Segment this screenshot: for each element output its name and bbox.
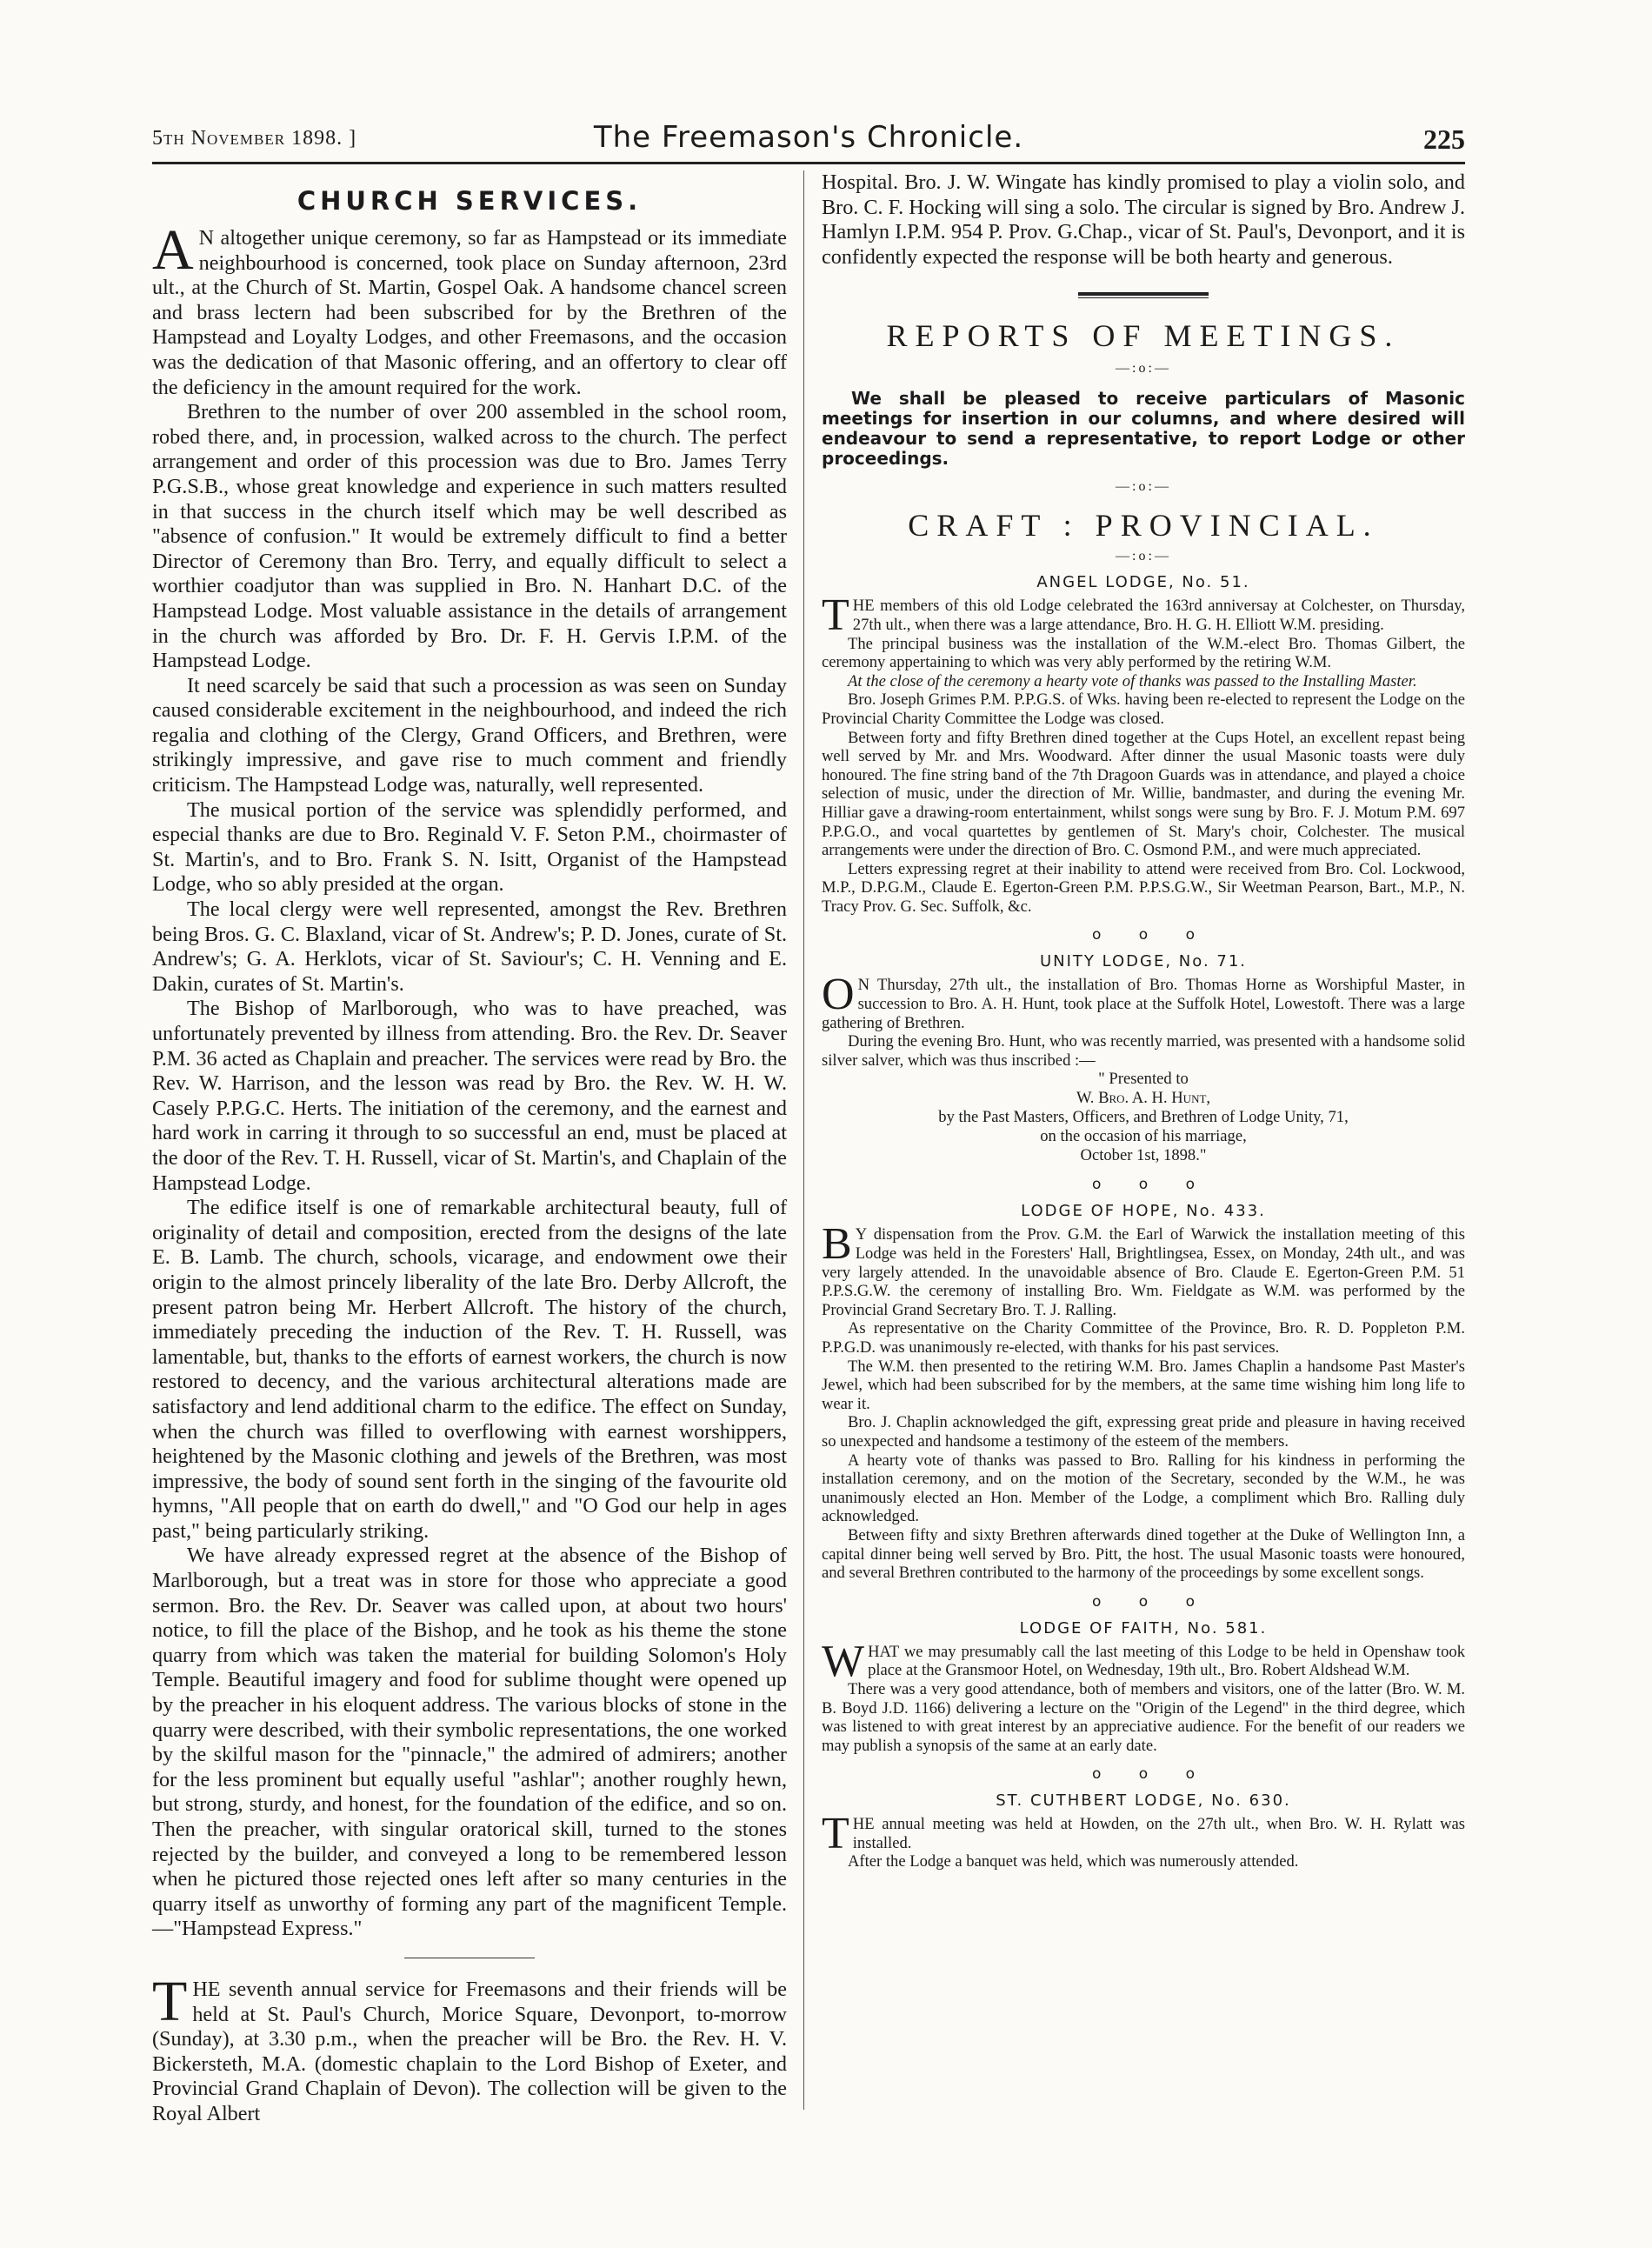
report-paragraph: The W.M. then presented to the retiring W.M. Bro. James Chaplin a handsome Past Master's Jewel, which had been subscribed for by the members, at the same time wishing him long life to wear it. [822,1357,1465,1413]
issue-date: 5th November 1898. ] [152,127,357,150]
ornament: —:o:— [1116,361,1171,377]
article-paragraph: The edifice itself is one of remarkable architectural beauty, full of originality of detail and composition, erected from the designs of the late E. B. Lamb. The church, schools, vicarage, and endowment owe their origin to the almost princely liberality of the late Bro. Derby Allcroft, the present patron being Mr. Herbert Allcroft. The history of the church, immediately preceding the induction of the Rev. T. H. Russell, was lamentable, but, thanks to the efforts of earnest workers, the church is now restored to decency, and the various architectural alterations made are satisfactory and lend additional charm to the edifice. The effect on Sunday, when the church was filled to overflowing with earnest worshippers, heightened by the Masonic clothing and jewels of the Brethren, was most impressive, the body of sound sent forth in the singing of the favourite old hymns, "All people that on earth do dwell," and "O God our help in ages past," being particularly striking. [152,1196,787,1543]
lodge-title: LODGE OF HOPE, No. 433. [1021,1202,1266,1221]
drop-cap: T [822,1809,849,1859]
masthead-title: The Freemason's Chronicle. [593,120,1024,155]
drop-cap: T [152,1969,188,2033]
article-paragraph: THE seventh annual service for Freemasons and their friends will be held at St. Paul's Church, Morice Square, Devonport, to-morrow (Sunday), at 3.30 p.m., when the preacher will be Bro. the Rev. H. V. Bickersteth, M.A. (domestic chaplain to the Lord Bishop of Exeter, and Provincial Grand Chaplain of Devon). The collection will be given to the Royal Albert [152,1969,787,2125]
section-dots: o o o [1091,1765,1195,1784]
drop-cap: A [152,218,194,282]
right-column [822,170,1465,1871]
article-paragraph: The musical portion of the service was splendidly performed, and especial thanks are due to Bro. Reginald V. F. Seton P.M., choirmaster of St. Martin's, and to Bro. Frank S. N. Isitt, Organist of the Hampstead Lodge, who so ably presided at the organ. [152,797,787,897]
inscription-line: " Presented to [1098,1070,1189,1089]
drop-cap: O [822,970,855,1020]
lodge-title: UNITY LODGE, No. 71. [1039,952,1248,971]
report-paragraph: There was a very good attendance, both of members and visitors, one of the latter (Bro. W. M. B. Boyd J.D. 1166) delivering a lecture on the "Origin of the Legend" in the third degree, which was listened to with great interest by an appreciative audience. For the benefit of our readers we may publish a synopsis of the same at an early date. [822,1679,1465,1755]
report-paragraph: At the close of the ceremony a hearty vote of thanks was passed to the Installing Master. [848,671,1417,690]
page-header [152,120,1465,160]
report-paragraph: As representative on the Charity Committee of the Province, Bro. R. D. Poppleton P.M. P.P.G.D. was unanimously re-elected, with thanks for his past services. [822,1319,1465,1357]
report-paragraph: Letters expressing regret at their inability to attend were received from Bro. Col. Lockwood, M.P., D.P.G.M., Claude E. Egerton-Green P.M. P.P.S.G.W., Sir Weetman Pearson, Bart., M.P., N. Tracy Prov. G. Sec. Suffolk, &c. [822,859,1465,916]
left-column [152,170,787,2127]
craft-provincial-heading: CRAFT : PROVINCIAL. [908,508,1379,544]
inscription-line: by the Past Masters, Officers, and Brethren of Lodge Unity, 71, [938,1108,1349,1127]
column-divider [803,170,804,2110]
inscription-line: October 1st, 1898." [1080,1146,1207,1165]
church-services-heading: CHURCH SERVICES. [296,186,643,216]
article-paragraph: A N altogether unique ceremony, so far as Hampstead or its immediate neighbourhood is concerned, took place on Sunday afternoon, 23rd ult., at the Church of St. Martin, Gospel Oak. A handsome chancel screen and brass lectern had been subscribed for by the Brethren of the Hampstead and Loyalty Lodges, and other Freemasons, and the occasion was the dedication of that Masonic offering, and an offertory to clear off the deficiency in the amount required for the work. [152,218,787,399]
page-number: 225 [1423,123,1465,155]
drop-cap: B [822,1219,852,1270]
section-double-rule [1078,292,1209,298]
report-paragraph: B Y dispensation from the Prov. G.M. the Earl of Warwick the installation meeting of this Lodge was held in the Foresters' Hall, Brightlingsea, Essex, on Monday, 24th ult., and was very largely attended. In the unavoidable absence of Bro. Claude E. Egerton-Green P.M. 51 P.P.S.G.W. the ceremony of installing Bro. Wm. Fieldgate as W.M. was performed by the Provincial Grand Secretary Bro. T. J. Ralling. [822,1219,1465,1319]
inscription-line: on the occasion of his marriage, [1040,1127,1247,1146]
lodge-title: ANGEL LODGE, No. 51. [1036,573,1250,592]
drop-cap: W [822,1636,865,1686]
report-paragraph: O N Thursday, 27th ult., the installation of Bro. Thomas Horne as Worshipful Master, in succession to Bro. A. H. Hunt, took place at the Suffolk Hotel, Lowestoft. There was a large gathering of Brethren. [822,970,1465,1032]
article-paragraph: Brethren to the number of over 200 assembled in the school room, robed there, and, in procession, walked across to the church. The perfect arrangement and order of this procession was due to Bro. James Terry P.G.S.B., whose great knowledge and experience in such matters resulted in that success in the church itself which may be well described as "absence of confusion." It would be extremely difficult to find a better Director of Ceremony than Bro. Terry, and equally difficult to select a worthier coadjutor than was supplied in Bro. N. Hanhart D.C. of the Hampstead Lodge. Most valuable assistance in the details of arrangement in the church was afforded by Bro. Dr. F. H. Gervis I.P.M. of the Hampstead Lodge. [152,400,787,673]
section-dots: o o o [1091,1592,1195,1611]
section-dots: o o o [1091,926,1195,944]
report-paragraph: A hearty vote of thanks was passed to Bro. Ralling for his kindness in performing the installation ceremony, and on the motion of the Secretary, seconded by the W.M., he was unanimously elected an Hon. Member of the Lodge, a compliment which Bro. Ralling duly acknowledged. [822,1451,1465,1526]
article-paragraph: The local clergy were well represented, amongst the Rev. Brethren being Bros. G. C. Blaxland, vicar of St. Andrew's; P. D. Jones, curate of St. Andrew's; G. A. Herklots, vicar of St. Saviour's; C. H. Venning and E. Dakin, curates of St. Martin's. [152,897,787,996]
report-paragraph: Between forty and fifty Brethren dined together at the Cups Hotel, an excellent repast being well served by Mr. and Mrs. Woodward. After dinner the usual Masonic toasts were duly honoured. The fine string band of the 7th Dragoon Guards was in attendance, and played a choice selection of music, under the direction of Mr. Willie, bandmaster, and during the evening Mr. Hilliar gave a drawing-room entertainment, whilst songs were sung by Bro. F. J. Motum P.M. 697 P.P.G.O., and vocal quartettes by gentlemen of St. Mary's choir, Colchester. The musical arrangements were under the direction of Bro. C. Osmond P.M., and were much appreciated. [822,728,1465,860]
ornament: —:o:— [1116,549,1171,564]
report-paragraph: The principal business was the installation of the W.M.-elect Bro. Thomas Gilbert, the ceremony appertaining to which was very ably performed by the retiring W.M. [822,634,1465,672]
report-paragraph: WHAT we may presumably call the last meeting of this Lodge to be held in Openshaw took place at the Gransmoor Hotel, on Wednesday, 19th ult., Bro. Robert Aldshead W.M. [822,1636,1465,1686]
article-paragraph: The Bishop of Marlborough, who was to have preached, was unfortunately prevented by illness from attending. Bro. the Rev. Dr. Seaver P.M. 36 acted as Chaplain and preacher. The services were read by Bro. the Rev. W. Harrison, and the lesson was read by Bro. the Rev. W. H. W. Casely P.P.G.C. Herts. The initiation of the ceremony, and the earnest and hard work in carring it through to so successful an end, must be placed at the door of the Rev. T. H. Russell, vicar of St. Martin's, and Chaplain of the Hampstead Lodge. [152,997,787,1195]
ornament: —:o:— [1116,479,1171,495]
report-paragraph: Bro. Joseph Grimes P.M. P.P.G.S. of Wks. having been re-elected to represent the Lodge on the Provincial Charity Committee the Lodge was closed. [822,690,1465,728]
section-dots: o o o [1091,1176,1195,1194]
lodge-title: ST. CUTHBERT LODGE, No. 630. [996,1791,1291,1811]
report-paragraph: During the evening Bro. Hunt, who was recently married, was presented with a handsome solid silver salver, which was thus inscribed :— [822,1032,1466,1070]
reports-intro: We shall be pleased to receive particulars of Masonic meetings for insertion in our columns, and where desired will endeavour to send a representative, to report Lodge or other proceedings. [822,388,1465,470]
header-rule [152,162,1465,164]
report-paragraph: After the Lodge a banquet was held, which was numerously attended. [848,1852,1299,1871]
drop-cap: T [822,590,849,641]
reports-heading: REPORTS OF MEETINGS. [886,318,1401,354]
report-paragraph: Bro. J. Chaplin acknowledged the gift, expressing great pride and pleasure in having received so unexpected and handsome a testimony of the esteem of the members. [822,1413,1465,1451]
lodge-title: LODGE OF FAITH, No. 581. [1019,1618,1268,1638]
report-paragraph: Between fifty and sixty Brethren afterwards dined together at the Duke of Wellington Inn, a capital dinner being well served by Bro. Pitt, the host. The usual Masonic toasts were honoured, and several Brethren contributed to the harmony of the proceedings by some excellent songs. [822,1525,1465,1583]
inscription-line: W. Bro. A. H. Hunt, [1076,1089,1211,1108]
report-paragraph: THE members of this old Lodge celebrated the 163rd anniversay at Colchester, on Thursday, 27th ult., when there was a large attendance, Bro. H. G. H. Elliott W.M. presiding. [822,590,1465,641]
article-paragraph: Hospital. Bro. J. W. Wingate has kindly promised to play a violin solo, and Bro. C. F. Hocking will sing a solo. The circular is signed by Bro. Andrew J. Hamlyn I.P.M. 954 P. Prov. G.Chap., vicar of St. Paul's, Devonport, and it is confidently expected the response will be both hearty and generous. [822,170,1465,269]
report-paragraph: THE annual meeting was held at Howden, on the 27th ult., when Bro. W. H. Rylatt was installed. [822,1809,1465,1859]
article-paragraph: It need scarcely be said that such a procession as was seen on Sunday caused considerable excitement in the neighbourhood, and indeed the rich regalia and clothing of the Clergy, Grand Officers, and Brethren, were strikingly impressive, and gave rise to much comment and friendly criticism. The Hampstead Lodge was, naturally, well represented. [152,673,787,797]
article-paragraph: We have already expressed regret at the absence of the Bishop of Marlborough, but a treat was in store for those who appreciate a good sermon. Bro. the Rev. Dr. Seaver was called upon, at about two hours' notice, to fill the place of the Bishop, and he took as his theme the stone quarry from which was taken the material for building Solomon's Holy Temple. Beautiful imagery and food for sublime thought were opened up by the preacher in his eloquent address. The various blocks of stone in the quarry were described, with their symbolic representations, the one worked by the skilful mason for the "pinnacle," the admired of admirers; another for the less prominent but equally useful "ashlar"; another roughly hewn, but strong, sturdy, and honest, for the foundation of the edifice, and so on. Then the preacher, with singular oratorical skill, turned to the stones rejected by the builder, and conveyed a long to be remembered lesson when he pictured those rejected ones left after so many centuries in the quarry itself as unworthy of forming any part of the magnificent Temple.—"Hampstead Express." [152,1544,787,1941]
